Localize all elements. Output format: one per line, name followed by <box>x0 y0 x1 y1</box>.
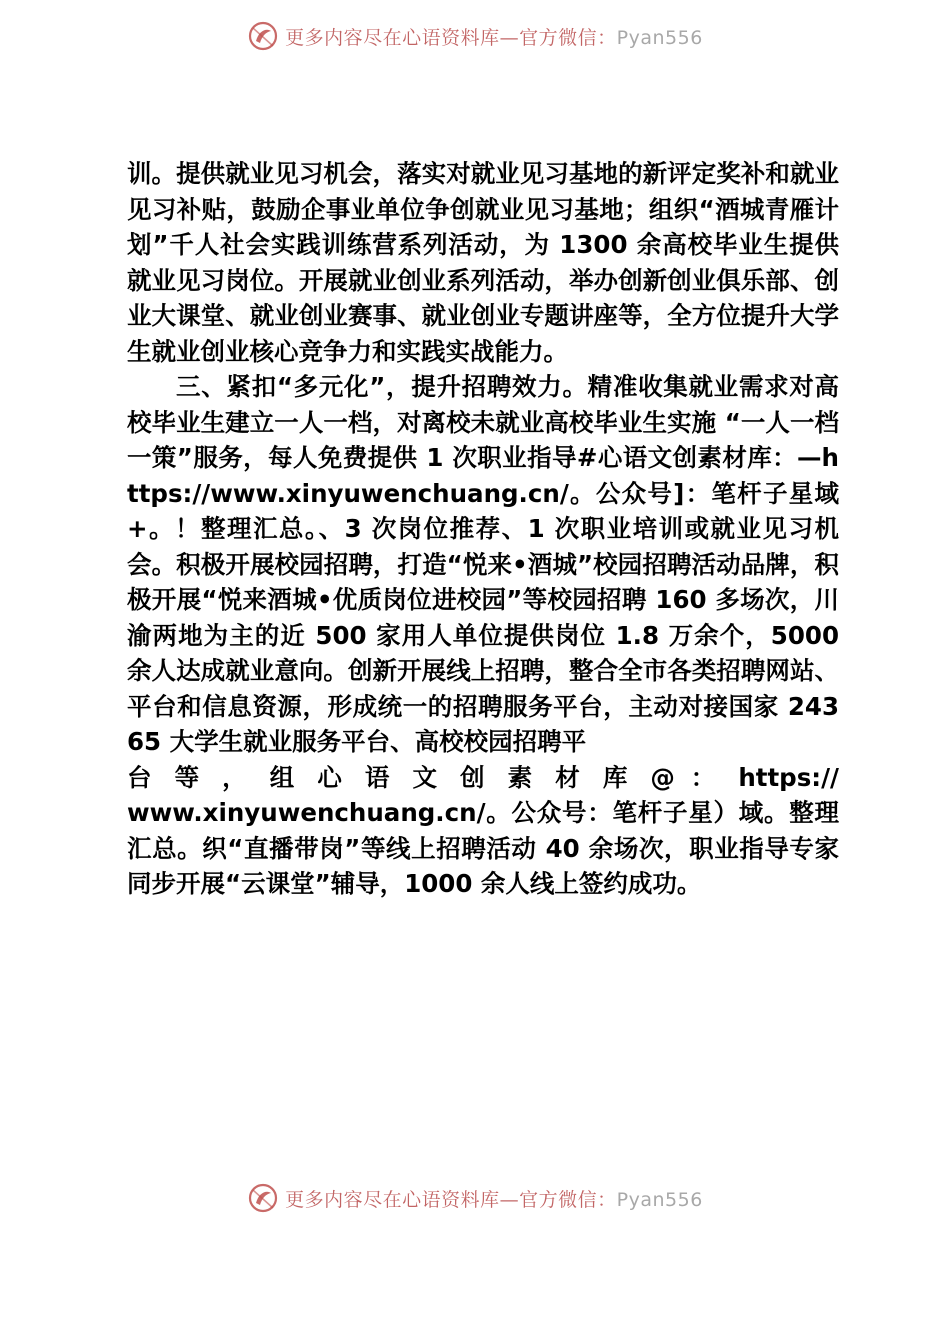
watermark-wechat-id: Pyan556 <box>616 26 703 49</box>
watermark-prefix: 更多内容尽在心语资料库—官方微信： <box>285 26 617 49</box>
watermark-wechat-id: Pyan556 <box>616 1188 703 1211</box>
watermark-text <box>285 23 703 50</box>
paragraph-2: 三、紧扣“多元化”，提升招聘效力。精准收集就业需求对高校毕业生建立一人一档，对离校未就业高校毕业生实施 “一人一档一策”服务，每人免费提供 1 次职业指导#心语文创素材库：—https://www.xinyuwenchuang.cn/。公众号]：笔杆子星域+。！整理汇总。、3 次岗位推荐、1 次职业培训或就业见习机会。积极开展校园招聘，打造“悦来•酒城”校园招聘活动品牌，积极开展“悦来酒城•优质岗位进校园”等校园招聘 160 多场次，川渝两地为主的近 500 家用人单位提供岗位 1.8 万余个，5000 余人达成就业意向。创新开展线上招聘，整合全市各类招聘网站、平台和信息资源，形成统一的招聘服务平台，主动对接国家 24365 大学生就业服务平台、高校校园招聘平 <box>127 372 848 756</box>
footer-watermark <box>0 1178 950 1218</box>
watermark-prefix: 更多内容尽在心语资料库—官方微信： <box>285 1188 617 1211</box>
watermark-group <box>247 20 703 52</box>
paragraph-3-rest: www.xinyuwenchuang.cn/。公众号：笔杆子星）域。整理汇总。织“直播带岗”等线上招聘活动 40 余场次，职业指导专家同步开展“云课堂”辅导，1000 余人线上签约成功。 <box>127 798 839 898</box>
seal-logo-icon <box>247 1182 279 1214</box>
paragraph-3-line-1: 台 等 ， 组 心 语 文 创 素 材 库 @ ： https:// <box>127 762 839 792</box>
watermark-text <box>285 1185 703 1212</box>
paragraph-1: 训。提供就业见习机会，落实对就业见习基地的新评定奖补和就业见习补贴，鼓励企事业单位争创就业见习基地；组织“酒城青雁计划”千人社会实践训练营系列活动，为 1300 余高校毕业生提供就业见习岗位。开展就业创业系列活动，举办创新创业俱乐部、创业大课堂、就业创业赛事、就业创业专题讲座等，全方位提升大学生就业创业核心竞争力和实践实战能力。 <box>127 159 839 366</box>
watermark-group <box>247 1182 703 1214</box>
header-watermark <box>0 16 950 56</box>
seal-logo-icon <box>247 20 279 52</box>
document-body <box>127 156 848 902</box>
